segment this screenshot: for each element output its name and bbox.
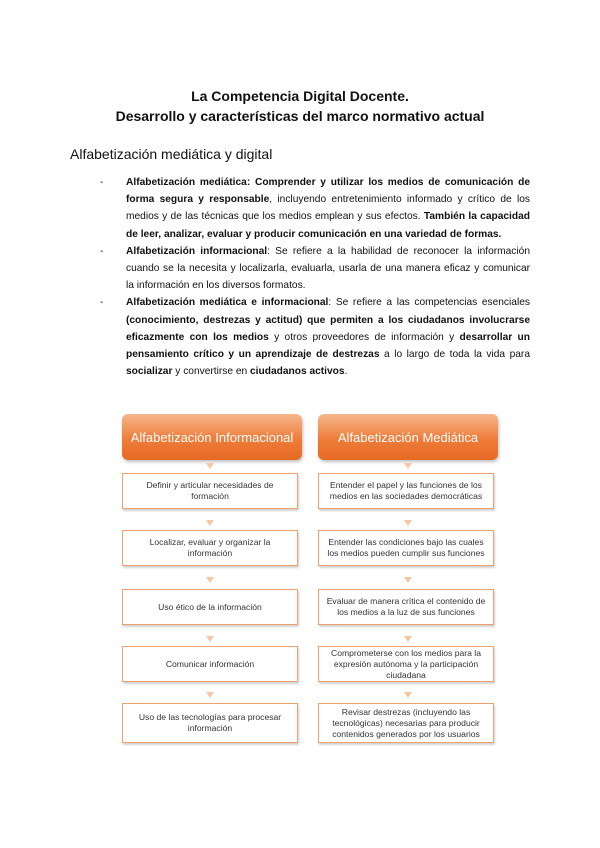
bullet-bold-text: desarrollar un pensamiento crítico y un aprendizaje de destrezas [126,331,530,361]
down-arrow-icon [206,520,214,526]
diagram-right-item: Entender el papel y las funciones de los medios en las sociedades democráticas [318,473,494,509]
down-arrow-icon [206,463,214,469]
bullet-text: , incluyendo entretenimiento informado y crítico de los medios y de las técnicas que los medios emplean y sus efectos. [126,194,531,223]
bullet-term: Alfabetización mediática [126,177,247,188]
down-arrow-icon [206,692,214,698]
bullet-marker: - [100,297,104,309]
diagram-left-item: Localizar, evaluar y organizar la información [122,530,298,566]
diagram-header-informacional: Alfabetización Informacional [122,414,302,460]
diagram-left-item: Uso de las tecnologías para procesar información [122,703,298,743]
bullet-item [100,174,530,243]
diagram-left-item: Definir y articular necesidades de formación [122,473,298,509]
bullet-bold-text: : Comprender y utilizar los medios de comunicación de forma segura y responsable [126,177,531,206]
bullet-text: . [344,366,348,378]
diagram-left-item: Comunicar información [122,646,298,682]
down-arrow-icon [206,636,214,642]
diagram-left-item: Uso ético de la información [122,589,298,625]
bullet-bold-text: (conocimiento, destrezas y actitud) que permiten a los ciudadanos involucrarse eficazmente con los medios [126,314,530,343]
bullet-text: y otros proveedores de información y [268,331,460,343]
bullet-bold-text: También la capacidad de leer, analizar, evaluar y producir comunicación en una variedad de formas. [126,211,530,240]
diagram-right-item: Entender las condiciones bajo las cuales los medios pueden cumplir sus funciones [318,530,494,566]
diagram-right-item: Revisar destrezas (incluyendo las tecnológicas) necesarias para producir contenidos generados por los usuarios [318,703,494,743]
bullet-item [100,294,530,380]
down-arrow-icon [404,520,412,526]
bullet-term: Alfabetización mediática e informacional [126,297,329,309]
bullet-text: a lo largo de toda la vida para [379,349,530,361]
bullet-marker: - [100,177,104,188]
bullet-list [100,174,530,380]
bullet-text: : Se refiere a las competencias esenciales [328,297,530,309]
down-arrow-icon [404,577,412,583]
document-title-line2: Desarrollo y características del marco normativo actual [115,108,485,124]
bullet-bold-text: socializar [126,366,173,378]
bullet-item [100,243,530,295]
section-heading: Alfabetización mediática y digital [70,146,273,162]
bullet-text: : Se refiere a la habilidad de reconocer la información cuando se la necesita y localizarla, evaluarla, usarla de una manera eficaz y comunicar la información en los diversos formatos. [126,245,530,292]
diagram-header-mediatica: Alfabetización Mediática [318,414,498,460]
diagram-right-item: Comprometerse con los medios para la expresión autónoma y la participación ciudadana [318,646,494,682]
down-arrow-icon [404,692,412,698]
down-arrow-icon [404,463,412,469]
bullet-bold-text: ciudadanos activos [250,366,345,378]
down-arrow-icon [404,636,412,642]
bullet-marker: - [100,245,104,257]
diagram-right-item: Evaluar de manera crítica el contenido de los medios a la luz de sus funciones [318,589,494,625]
document-title-line1: La Competencia Digital Docente. [191,88,409,104]
bullet-text: y convertirse en [172,366,251,378]
down-arrow-icon [206,577,214,583]
bullet-term: Alfabetización informacional [126,245,268,257]
